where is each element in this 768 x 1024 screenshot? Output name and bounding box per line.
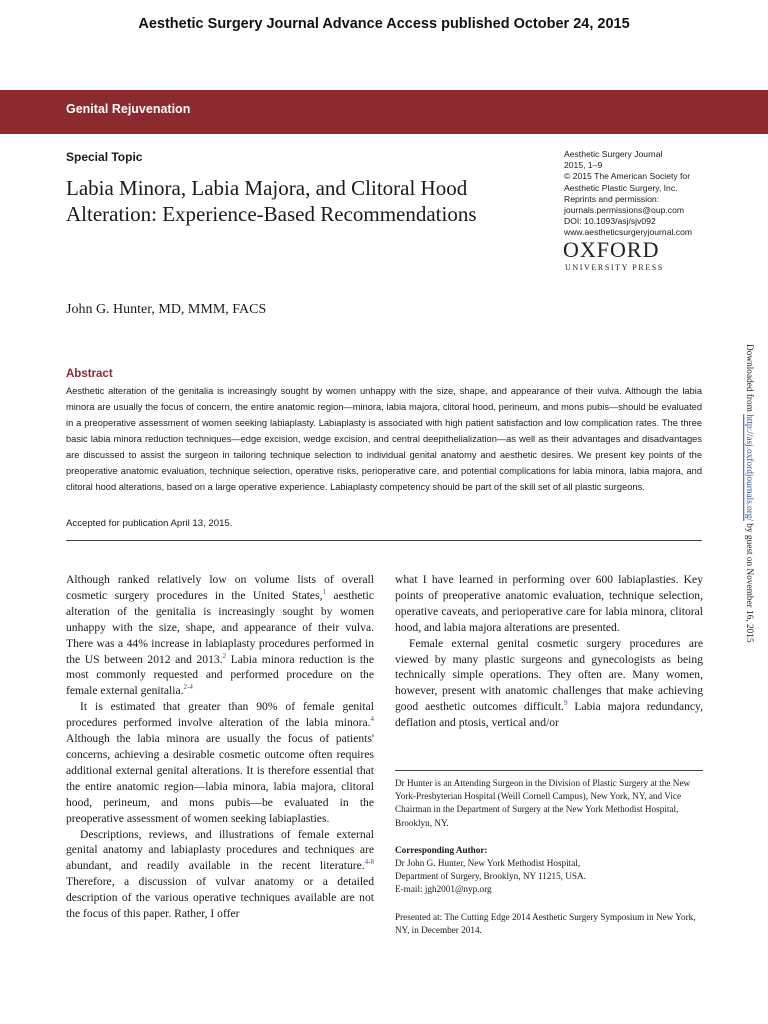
corresponding-email[interactable]: E-mail: jgh2001@nyp.org	[395, 884, 492, 895]
journal-info	[564, 149, 744, 239]
section-label: Genital Rejuvenation	[66, 102, 191, 116]
corresponding-author	[395, 844, 703, 897]
body-paragraph: Descriptions, reviews, and illustrations of female external genital anatomy and labiaplasty procedures and techniques are abundant, and readily available in the recent literature.$^{4-8}$ Therefore, a discussion of vulvar anatomy or a detailed description of the various operative techniques available are not the focus of this paper. Rather, I offer	[66, 827, 374, 921]
reference-marker[interactable]: 2	[222, 651, 227, 660]
author-line: John G. Hunter, MD, MMM, FACS	[66, 302, 267, 317]
body-column-right	[395, 572, 703, 731]
footnote-divider	[395, 770, 703, 771]
body-paragraph: Although ranked relatively low on volume lists of overall cosmetic surgery procedures in the United States,$^1$ aesthetic alteration of the genitalia is increasingly sought by women unhappy with the size, shape, and appearance of their vulva. There was a 44% increase in labiaplasty procedures performed in the US between 2012 and 2013.$^2$ Labia minora reduction is the most commonly requested and performed procedure on the female external genitalia.$^{2-4}$	[66, 573, 374, 698]
download-link[interactable]: http://asj.oxfordjournals.org/	[744, 414, 754, 521]
publisher-logo: OXFORD	[563, 237, 660, 262]
reference-marker[interactable]: 1	[322, 588, 326, 597]
journal-info-line: Aesthetic Surgery Journal	[564, 149, 663, 159]
corresponding-heading: Corresponding Author:	[395, 844, 488, 855]
section-banner	[0, 90, 768, 134]
journal-info-line: www.aestheticsurgeryjournal.com	[564, 227, 693, 238]
author-notes	[395, 777, 703, 951]
reference-marker[interactable]: 2-4	[183, 683, 193, 692]
body-paragraph: Female external genital cosmetic surgery procedures are viewed by many plastic surgeons and gynecologists as being technically simple operations. They often are. Many women, however, present with anatomic challenges that make achieving good aesthetic outcomes difficult.$^9$ Labia majora redundancy, deflation and ptosis, vertical and/or	[395, 636, 703, 730]
journal-info-line: Aesthetic Plastic Surgery, Inc.	[564, 182, 678, 193]
corresponding-line: Department of Surgery, Brooklyn, NY 11215, USA.	[395, 871, 586, 882]
journal-info-line: 2015, 1–9	[564, 160, 603, 171]
journal-info-line: journals.permissions@oup.com	[564, 205, 685, 216]
body-paragraph: It is estimated that greater than 90% of female genital procedures performed involve alteration of the labia minora.$^4$ Although the labia minora are usually the focus of patients' concerns, achieving a desirable cosmetic outcome often requires additional external genital alterations. It is therefore essential that the entire anatomic region—labia minora, labia majora, clitoral hood, perineum, and mons pubis—be evaluated in the preoperative assessment of women seeking labiaplasties.	[66, 700, 374, 825]
abstract-text: Aesthetic alteration of the genitalia is increasingly sought by women unhappy with the size, shape, and appearance of their vulva. Although the labia minora are usually the focus of concern, the entire anatomic region—minora, labia majora, clitoral hood, perineum, and mons pubis—should be evaluated in a preoperative assessment of women seeking labiaplasty. Labiaplasty is associated with high patient satisfaction and low complication rates. The three basic labia minora reduction techniques—edge excision, wedge excision, and central deepithelialization—as well as their advantages and disadvantages are discussed to assist the surgeon in tailoring technique selection to individual genital anatomy and aesthetic desires. We present key points of the preoperative anatomic evaluation, technique selection, operative risks, perioperative care, and potential complications for labia minora, labia majora, and clitoral hood alterations, based on a large operative experience. Labiaplasty competency should be part of the skill set of all plastic surgeons.	[66, 386, 702, 492]
journal-header: Aesthetic Surgery Journal Advance Access published October 24, 2015	[138, 16, 630, 32]
corresponding-line: Dr John G. Hunter, New York Methodist Hospital,	[395, 858, 581, 869]
article-title: Labia Minora, Labia Majora, and Clitoral Hood Alteration: Experience-Based Recommendations	[66, 176, 477, 226]
body-column-left	[66, 572, 374, 922]
reference-marker[interactable]: 4	[370, 715, 374, 724]
affiliation-note: Dr Hunter is an Attending Surgeon in the Division of Plastic Surgery at the New York-Presbyterian Hospital (Weill Cornell Campus), New York, NY, and Vice Chairman in the Department of Surgery at the New York Methodist Hospital, Brooklyn, NY.	[395, 778, 691, 828]
journal-info-line: Reprints and permission:	[564, 193, 660, 204]
accepted-date: Accepted for publication April 13, 2015.	[66, 518, 233, 529]
reference-marker[interactable]: 4-8	[364, 858, 374, 867]
publisher-logo-subtitle: UNIVERSITY PRESS	[565, 263, 664, 272]
presented-note: Presented at: The Cutting Edge 2014 Aesthetic Surgery Symposium in New York, NY, in December 2014.	[395, 911, 696, 935]
download-watermark: Downloaded from http://asj.oxfordjournals.org/ by guest on November 16, 2015	[744, 344, 754, 643]
abstract-heading: Abstract	[66, 368, 113, 380]
divider	[66, 540, 702, 541]
article-type: Special Topic	[66, 150, 143, 164]
journal-info-line: © 2015 The American Society for	[564, 171, 691, 182]
body-paragraph: what I have learned in performing over 600 labiaplasties. Key points of preoperative anatomic evaluation, technique selection, operative caveats, and perioperative care for labia minora, clitoral hood, and labia majora alterations are presented.	[395, 573, 703, 634]
journal-info-line: DOI: 10.1093/asj/sjv092	[564, 216, 656, 227]
reference-marker[interactable]: 9	[563, 699, 568, 708]
